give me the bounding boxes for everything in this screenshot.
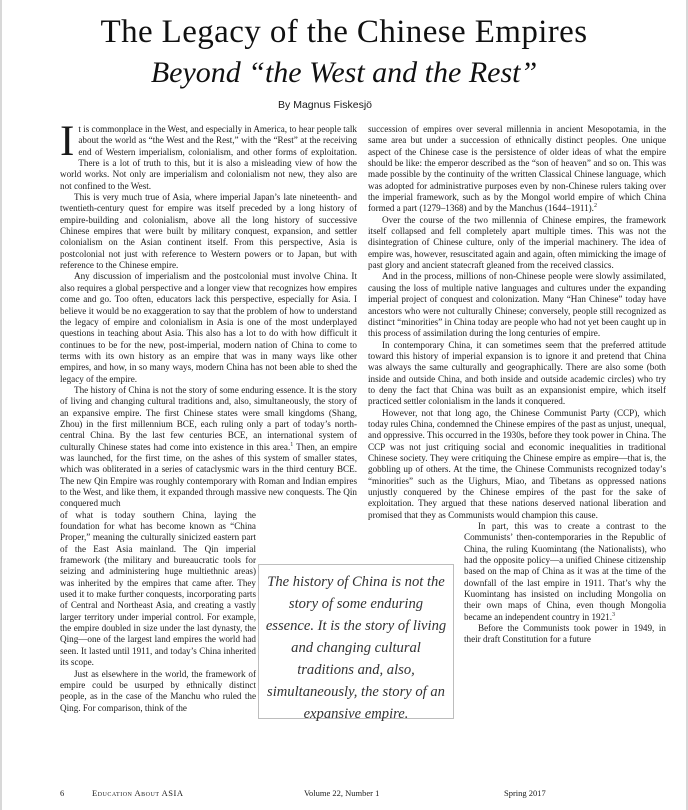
paragraph: Over the course of the two millennia of Chinese empires, the framework itself collapsed and fell completely apart multiple times. This was not the disintegration of Chinese culture, only of the imperial machinery. The idea of empire was, however, resuscitated again and again, often mimicking the image of past glory and ancient statecraft gleaned from the received classics. bbox=[368, 214, 666, 271]
footnote-ref: 3 bbox=[611, 611, 615, 618]
page-edge-left bbox=[0, 0, 2, 810]
volume-info: Volume 22, Number 1 bbox=[304, 788, 380, 798]
journal-name: Education About ASIA bbox=[92, 788, 184, 798]
paragraph: Just as elsewhere in the world, the framework of empire could be usurped by ethnically distinct people, as in the case of the Manchu who ruled the Qing. For comparison, think of the bbox=[60, 668, 256, 713]
paragraph: It is commonplace in the West, and especially in America, to hear people talk about the world as “the West and the Rest,” with the “Rest” at the receiving end of Western imperialism, colonialism, and other forms of exploitation. There is a lot of truth to this, but it is also a misleading view of how the world works. Not only are imperialism and colonialism not new, they also are not confined to the West. bbox=[60, 124, 357, 191]
paragraph: Before the Communists took power in 1949, in their draft Constitution for a future bbox=[464, 623, 666, 645]
paragraph: succession of empires over several millennia in ancient Mesopotamia, in the same area but under a succession of ethnically distinct peoples. One unique aspect of the Chinese case is the persistence of older ideas of what the empire should be like: the emperor described as the “son of heaven” and so on. This was made possible by the continuity of the written Classical Chinese language, which was adopted for administrative purposes even by non-Chinese rulers taking over the imperial framework, such as by the Mongol world empire of which China formed a part (1279–1368) and by the Manchus (1644–1911).$^2$ bbox=[368, 124, 666, 214]
page-number: 6 bbox=[60, 788, 65, 798]
paragraph: And in the process, millions of non-Chinese people were slowly assimilated, causing the loss of multiple native languages and cultures under the expanding imperial project of conquest and colonization. Many “Han Chinese” today have ancestors who were not culturally Chinese; conversely, people still recognized as distinct “minorities” in China today are people who had not yet been caught up in this process of assimilation during the long centuries of empire. bbox=[368, 271, 666, 339]
article-title: The Legacy of the Chinese Empires bbox=[100, 14, 588, 50]
page-footer bbox=[0, 788, 688, 802]
footnote-ref: 1 bbox=[290, 441, 294, 448]
byline: By Magnus Fiskesjö bbox=[278, 99, 372, 111]
paragraph: In contemporary China, it can sometimes seem that the preferred attitude toward this history of imperial expansion is to ignore it and pretend that China was always the same culturally and geographically. There are also some (both inside and outside China, and both inside and outside academic circles) who try to deny the fact that China was built as an expansionist empire, which itself practiced settler colonialism in the lands it conquered. bbox=[368, 339, 666, 407]
footnote-ref: 2 bbox=[593, 203, 597, 210]
paragraph: Any discussion of imperialism and the postcolonial must involve China. It also requires a global perspective and a longer view that recognizes how empires come and go. Too often, educators lack this perspective, especially for Asia. I believe it would be no exaggeration to say that the problem of how to understand the legacy of empire and colonialism in Asia is one of the most underplayed questions in teaching about Asia. This also has a lot to do with how difficult it continues to be for the new, post-imperial, modern nation of China to come to terms with its own history as an empire that was in many ways like other empires, and how, in so many ways, modern China has not been able to shed the legacy of the empire. bbox=[60, 271, 357, 384]
paragraph: However, not that long ago, the Chinese Communist Party (CCP), which today rules China, condemned the Chinese empires of the past as unjust, unequal, and oppressive. This occurred in the 1930s, before they took power in China. The CCP was not just critiquing social and economic inequalities in traditional Chinese society. They were critiquing the Chinese empire as empire—that is, the gobbling up of others. At the time, the Chinese Communists recognized today’s “minorities” such as the Uighurs, Miao, and Tibetans as oppressed nations unjustly conquered by the Chinese empires of the past for the sake of exploitation. They argued that these nations deserved national liberation and promised that they as Communists would champion this cause. bbox=[368, 407, 666, 520]
paragraph: The history of China is not the story of some enduring essence. It is the story of living and changing cultural traditions and, also, simultaneously, the story of an expansive empire. The first Chinese states were small kingdoms (Shang, Zhou) in the first millennium BCE, each ruling only a part of today’s north-central China. By the last few centuries BCE, an international system of culturally Chinese states had come into existence in this area.$^1$ Then, an empire was launched, for the first time, on the ashes of this system of smaller states, which was obliterated in a series of cataclysmic wars in the third century BCE. The new Qin Empire was roughly contemporary with Roman and Indian empires to the West, and like them, it expanded through massive new conquests. The Qin conquered much bbox=[60, 384, 357, 509]
article-subtitle: Beyond “the West and the Rest” bbox=[150, 56, 538, 89]
paragraph: This is very much true of Asia, where imperial Japan’s late nineteenth- and twentieth-century quest for empire was itself preceded by a long history of empire-building and colonialism, above all the long history of successive Chinese empires that were built by military conquest, expansion, and settler colonialism on the Asian continent itself. From this perspective, Asia is postcolonial not just with reference to Western powers or to Japan, but with reference to the Chinese empire. bbox=[60, 192, 357, 271]
drop-cap: I bbox=[60, 124, 75, 165]
paragraph: In part, this was to create a contrast to the Communists’ then-contemporaries in the Republic of China, the ruling Kuomintang (the Nationalists), who had the opposite policy—a unified Chinese citizenship based on the map of China as it was at the time of the downfall of the last empire in 1911. That’s why the Kuomintang has insisted on including Mongolia on their own maps of China, even though Mongolia became an independent country in 1921.$^3$ bbox=[464, 521, 666, 622]
issue-date: Spring 2017 bbox=[504, 788, 546, 798]
paragraph: of what is today southern China, laying the foundation for what has become known as “China Proper,” meaning the culturally sinicized eastern part of the East Asia mainland. The Qin imperial framework (the military and bureaucratic tools for seizing and administering huge multiethnic areas) was inherited by the empires that came after. They used it to make further conquests, incorporating parts of Central and Northeast Asia, and creating a vastly larger territory under imperial control. For example, the empire doubled in size under the last dynasty, the Qing—one of the largest land empires the world had seen. It lasted until 1911, and today’s China inherited its scope. bbox=[60, 509, 256, 668]
pull-quote: The history of China is not the story of some enduring essence. It is the story of living and changing cultural traditions and, also, simultaneously, the story of an expansive empire. bbox=[258, 564, 454, 719]
